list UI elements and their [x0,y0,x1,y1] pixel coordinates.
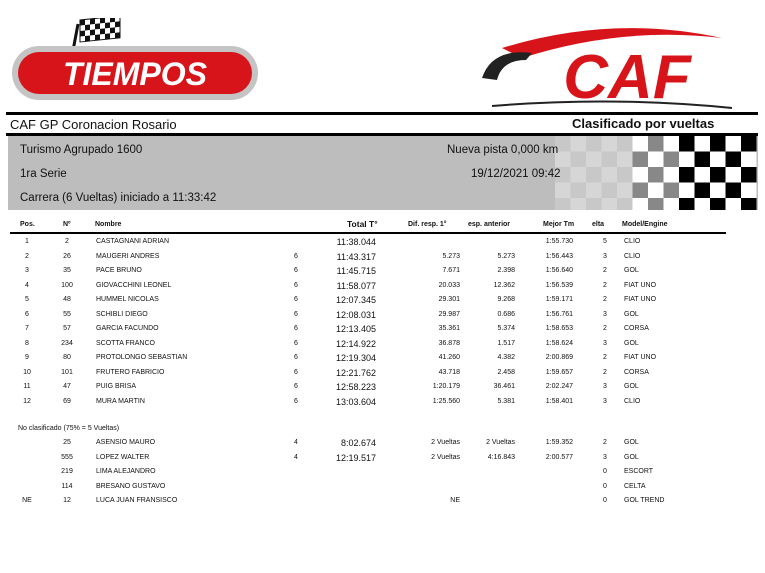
series-label: 1ra Serie [20,168,67,180]
cell-name: PUIG BRISA [96,383,137,390]
cell-name: PACE BRUNO [96,267,142,274]
cell-total: 11:45.715 [336,266,376,276]
cell-dif: 29.987 [438,310,460,318]
cell-pos: 8 [25,339,29,347]
cell-total: 11:43.317 [336,251,376,262]
cell-esp: 1.517 [497,339,515,347]
cell-pos: 1 [25,238,29,245]
cell-best: 1:56.443 [545,252,573,260]
cell-total: 12:13.405 [335,324,376,334]
cell-dif: 7.671 [442,267,460,274]
cell-esp: 4:16.843 [487,453,515,461]
cell-no: 25 [63,439,71,446]
cell-no: 69 [63,397,71,405]
col-name: Nombre [95,221,122,228]
cell-no: 35 [63,267,71,274]
checker-pattern [555,136,758,210]
cell-total: 12:19.517 [335,452,376,463]
cell-total: 12:19.304 [335,353,376,363]
cell-best: 1:59.352 [545,439,573,446]
cell-esp: 2 Vueltas [486,439,515,446]
cell-name: LUCA JUAN FRANSISCO [96,497,178,504]
cell-pos: 7 [25,325,29,332]
cell-laps: 6 [294,267,298,274]
cell-name: LOPEZ WALTER [96,453,150,461]
cell-dif: 41.260 [438,354,460,361]
cell-no: 219 [61,468,73,475]
cell-model: ESCORT [624,468,654,475]
top-rule [6,112,758,115]
cell-name: LIMA ALEJANDRO [96,468,156,475]
cell-name: MURA MARTIN [96,397,145,405]
cell-esp: 5.273 [497,252,515,260]
cell-model: FIAT UNO [624,354,657,361]
cell-elta: 5 [603,238,607,245]
col-esp: esp. anterior [468,221,511,228]
cell-name: FRUTERO FABRICIO [96,368,165,376]
cell-best: 2:00.577 [545,453,573,461]
cell-pos: 6 [25,310,29,318]
cell-laps: 6 [294,325,298,332]
cell-name: GARCIA FACUNDO [96,325,159,332]
cell-pos: 10 [23,368,31,376]
cell-laps: 6 [294,354,298,361]
svg-text:TIEMPOS: TIEMPOS [62,56,208,92]
cell-pos: 11 [23,383,31,390]
cell-no: 48 [63,296,71,303]
cell-no: 555 [61,453,73,461]
cell-no: 100 [61,281,73,289]
cell-elta: 3 [603,453,607,461]
cell-best: 1:55.730 [545,238,573,245]
cell-esp: 5.374 [497,325,515,332]
cell-no: 234 [61,339,73,347]
cell-total: 11:38.044 [336,237,376,247]
cell-elta: 3 [603,339,607,347]
cell-laps: 4 [294,453,298,461]
cell-elta: 0 [603,468,607,475]
svg-text:CAF: CAF [563,43,691,112]
cell-best: 1:59.657 [545,368,573,376]
cell-esp: 4.382 [497,354,515,361]
cell-model: CORSA [624,325,649,332]
cell-dif: 5.273 [442,252,460,260]
cell-pos: 2 [25,252,29,260]
cell-pos: 12 [23,397,31,405]
cell-dif: 20.033 [438,281,460,289]
category-label: Turismo Agrupado 1600 [20,144,143,156]
cell-model: CLIO [624,252,641,260]
cell-total: 11:58.077 [336,280,376,291]
cell-laps: 6 [294,252,298,260]
col-dif: Dif. resp. 1° [408,221,447,228]
cell-dif: 43.718 [438,368,460,376]
cell-elta: 2 [603,354,607,361]
cell-total: 12:07.345 [335,295,376,305]
cell-pos: 3 [25,267,29,274]
cell-name: GIOVACCHINI LEONEL [96,281,172,289]
cell-best: 2:02.247 [545,383,573,390]
cell-model: CELTA [624,482,646,490]
cell-total: 12:21.762 [335,367,376,378]
cell-esp: 2.458 [497,368,515,376]
cell-laps: 6 [294,368,298,376]
cell-elta: 2 [603,439,607,446]
caf-logo [462,18,762,113]
cell-elta: 0 [603,482,607,490]
cell-model: GOL [624,439,639,446]
cell-no: 12 [63,497,71,504]
cell-name: SCHIBLI DIEGO [96,310,148,318]
col-best: Mejor Tm [543,221,575,228]
cell-pos: 9 [25,354,29,361]
cell-dif: 36.878 [438,339,460,347]
cell-name: MAUGERI ANDRES [96,252,160,260]
cell-elta: 2 [603,368,607,376]
race-start-label: Carrera (6 Vueltas) iniciado a 11:33:42 [20,192,217,204]
cell-model: GOL [624,383,639,390]
cell-dif: NE [450,497,460,504]
not-classified-label: No clasificado (75% = 5 Vueltas) [18,425,120,432]
cell-name: SCOTTA FRANCO [96,339,155,347]
cell-no: 57 [63,325,71,332]
datetime-label: 19/12/2021 09:42 [471,168,561,180]
cell-model: CORSA [624,368,649,376]
cell-esp: 36.461 [493,383,515,390]
cell-elta: 2 [603,267,607,274]
cell-elta: 0 [603,497,607,504]
cell-best: 1:56.761 [545,310,573,318]
cell-laps: 6 [294,339,298,347]
cell-best: 1:56.539 [545,281,573,289]
cell-esp: 0.686 [497,310,515,318]
cell-best: 1:58.401 [545,397,573,405]
cell-model: GOL [624,453,639,461]
cell-no: 114 [61,482,73,490]
cell-dif: 2 Vueltas [431,439,460,446]
track-label: Nueva pista 0,000 km [447,144,559,156]
cell-elta: 3 [603,383,607,390]
cell-name: ASENSIO MAURO [96,439,156,446]
cell-no: 26 [63,252,71,260]
col-no: Nº [63,221,71,228]
cell-model: GOL [624,339,639,347]
cell-model: FIAT UNO [624,281,657,289]
cell-laps: 6 [294,310,298,318]
cell-total: 13:03.604 [335,396,376,407]
cell-elta: 3 [603,252,607,260]
cell-no: 80 [63,354,71,361]
cell-elta: 2 [603,325,607,332]
cell-name: BRESANO GUSTAVO [96,482,166,490]
cell-best: 2:00.869 [545,354,573,361]
col-model: Model/Engine [622,221,668,228]
cell-best: 1:56.640 [545,267,573,274]
col-total: Total T° [347,219,378,229]
cell-laps: 6 [294,281,298,289]
cell-pos: 4 [25,281,29,289]
cell-dif: 29.301 [438,296,460,303]
cell-model: FIAT UNO [624,296,657,303]
cell-no: 47 [63,383,71,390]
cell-model: GOL [624,267,639,274]
cell-total: 8:02.674 [340,438,376,448]
cell-pos: NE [22,497,32,504]
event-title: CAF GP Coronacion Rosario [10,117,177,132]
header-rule [10,232,726,234]
cell-pos: 5 [25,296,29,303]
cell-model: CLIO [624,397,641,405]
cell-no: 101 [61,368,73,376]
cell-elta: 2 [603,296,607,303]
cell-best: 1:58.624 [545,339,573,347]
col-pos: Pos. [20,221,35,228]
col-elta: elta [592,221,605,228]
cell-no: 2 [65,238,69,245]
cell-no: 55 [63,310,71,318]
cell-elta: 3 [603,310,607,318]
cell-best: 1:59.171 [545,296,573,303]
cell-laps: 6 [294,383,298,390]
cell-dif: 1:20.179 [432,383,460,390]
cell-laps: 6 [294,296,298,303]
cell-total: 12:14.922 [335,338,376,349]
cell-model: CLIO [624,238,641,245]
cell-dif: 35.361 [438,325,460,332]
cell-elta: 3 [603,397,607,405]
cell-total: 12:58.223 [335,382,376,392]
cell-esp: 2.398 [497,267,515,274]
cell-model: GOL [624,310,639,318]
cell-name: HUMMEL NICOLAS [96,296,159,303]
cell-model: GOL TREND [624,497,665,504]
report-type: Clasificado por vueltas [572,116,715,131]
cell-total: 12:08.031 [335,309,376,320]
cell-dif: 1:25.560 [432,397,460,405]
cell-laps: 6 [294,397,298,405]
cell-laps: 4 [294,439,298,446]
cell-esp: 9.268 [497,296,515,303]
cell-elta: 2 [603,281,607,289]
cell-name: PROTOLONGO SEBASTIAN [96,354,188,361]
tiempos-logo [10,18,260,102]
cell-esp: 12.362 [493,281,515,289]
cell-esp: 5.381 [497,397,515,405]
cell-dif: 2 Vueltas [431,453,460,461]
cell-name: CASTAGNANI ADRIAN [96,238,169,245]
cell-best: 1:58.653 [545,325,573,332]
